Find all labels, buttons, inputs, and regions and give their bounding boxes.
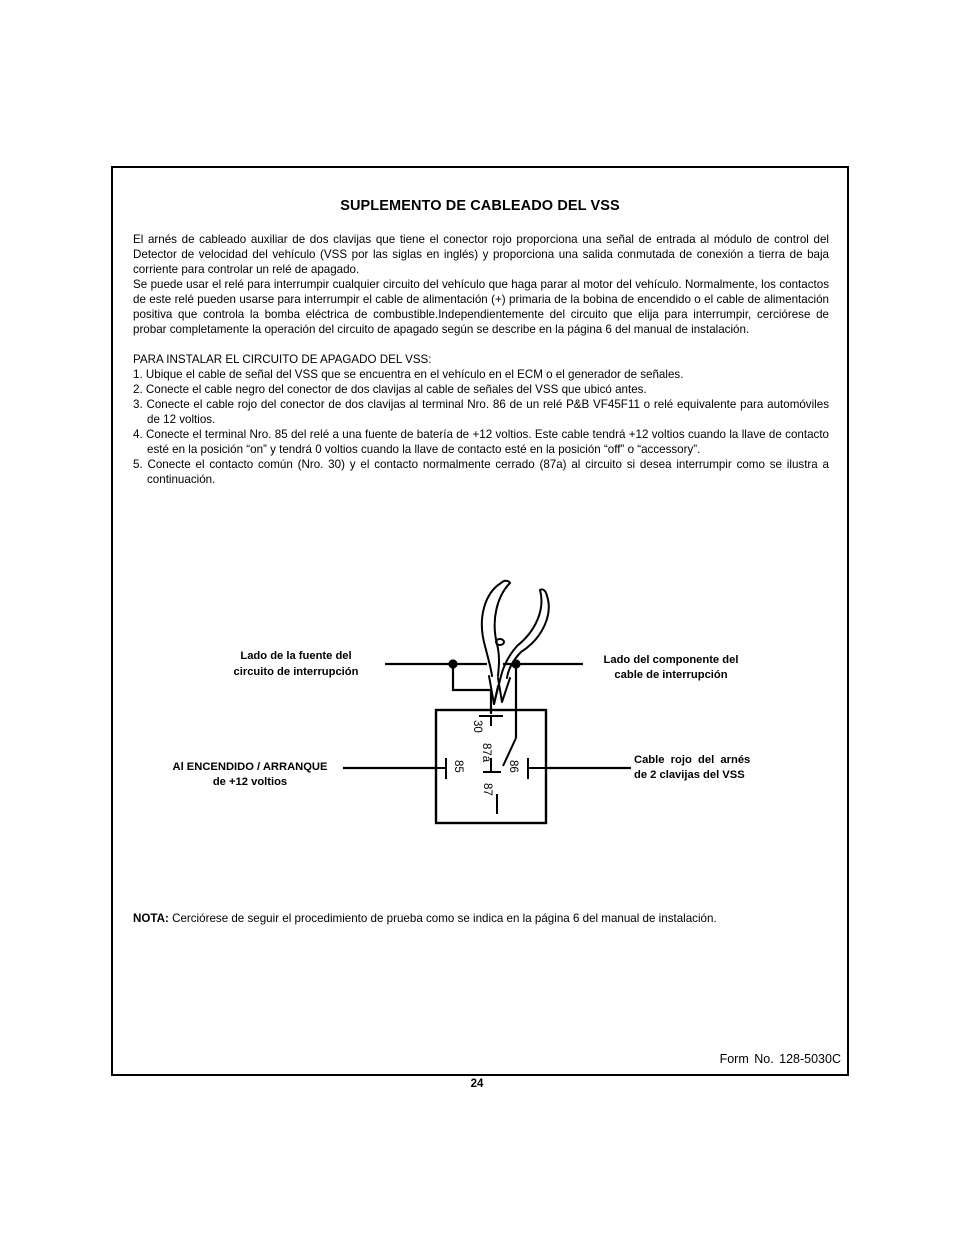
relay-wiring-diagram: [113, 168, 847, 1074]
terminal-85-label: 85: [452, 760, 464, 773]
ignition-label-line2: de +12 voltios: [212, 776, 288, 788]
install-heading: PARA INSTALAR EL CIRCUITO DE APAGADO DEL VSS:: [133, 353, 432, 366]
terminal-87a-label: 87a: [480, 743, 492, 763]
terminal-87-label: 87: [481, 783, 493, 796]
source-side-label-line2: circuito de interrupción: [233, 666, 359, 678]
page-title: SUPLEMENTO DE CABLEADO DEL VSS: [340, 198, 620, 214]
list-item: 2. Conecte el cable negro del conector de dos clavijas al cable de señales del VSS que ubicó antes.: [133, 383, 647, 396]
note-text: Cerciórese de seguir el procedimiento de prueba como se indica en la página 6 del manual de instalación.: [168, 912, 717, 925]
component-side-label-line2: cable de interrupción: [614, 669, 728, 681]
red-wire-label-line1: Cable rojo del arnés: [634, 754, 751, 766]
red-wire-label-line2: de 2 clavijas del VSS: [634, 769, 745, 781]
form-number: Form No. 128-5030C: [719, 1052, 841, 1066]
list-item: 1. Ubique el cable de señal del VSS que se encuentra en el vehículo en el ECM o el generador de señales.: [133, 368, 684, 381]
intro-paragraph-2: Se puede usar el relé para interrumpir cualquier circuito del vehículo que haga parar al motor del vehículo. Normalmente, los contactos de este relé pueden usarse para interrumpir el cable de alimentación (+) primaria de la bobina de encendido o el cable de alimentación positiva que controla la bomba eléctrica de combustible.Independientemente del circuito que elija para interrumpir, cerciórese de probar completamente la operación del circuito de apagado según se describe en la página 6 del manual de instalación.: [133, 278, 829, 336]
content-frame: [111, 166, 849, 1076]
interrupted-wire: [385, 661, 583, 739]
note: [133, 912, 717, 925]
page-number: 24: [470, 1078, 484, 1090]
terminal-86-label: 86: [507, 760, 519, 773]
list-item: 3. Conecte el cable rojo del conector de dos clavijas al terminal Nro. 86 de un relé P&B VF45F11 o relé equivalente para automóviles de 12 voltios.: [133, 398, 829, 426]
note-label: NOTA:: [133, 912, 169, 925]
source-side-label-line1: Lado de la fuente del: [240, 650, 352, 662]
terminal-30-label: 30: [471, 720, 483, 733]
intro-paragraph-1: El arnés de cableado auxiliar de dos clavijas que tiene el conector rojo proporciona una señal de entrada al módulo de control del Detector de velocidad del vehículo (VSS por las siglas en inglés) y proporciona una salida conmutada de conexión a tierra de baja corriente para controlar un relé de apagado.: [133, 233, 829, 276]
ignition-label-line1: Al ENCENDIDO / ARRANQUE: [172, 761, 328, 773]
list-item: 4. Conecte el terminal Nro. 85 del relé a una fuente de batería de +12 voltios. Este cable tendrá +12 voltios cuando la llave de contacto esté en la posición “on” y tendrá 0 voltios cuando la llave de contacto esté en la posición “off” o “accessory”.: [133, 428, 829, 456]
list-item: 5. Conecte el contacto común (Nro. 30) y el contacto normalmente cerrado (87a) al circuito si desea interrumpir como se ilustra a continuación.: [133, 458, 829, 486]
component-side-label-line1: Lado del componente del: [603, 654, 739, 666]
